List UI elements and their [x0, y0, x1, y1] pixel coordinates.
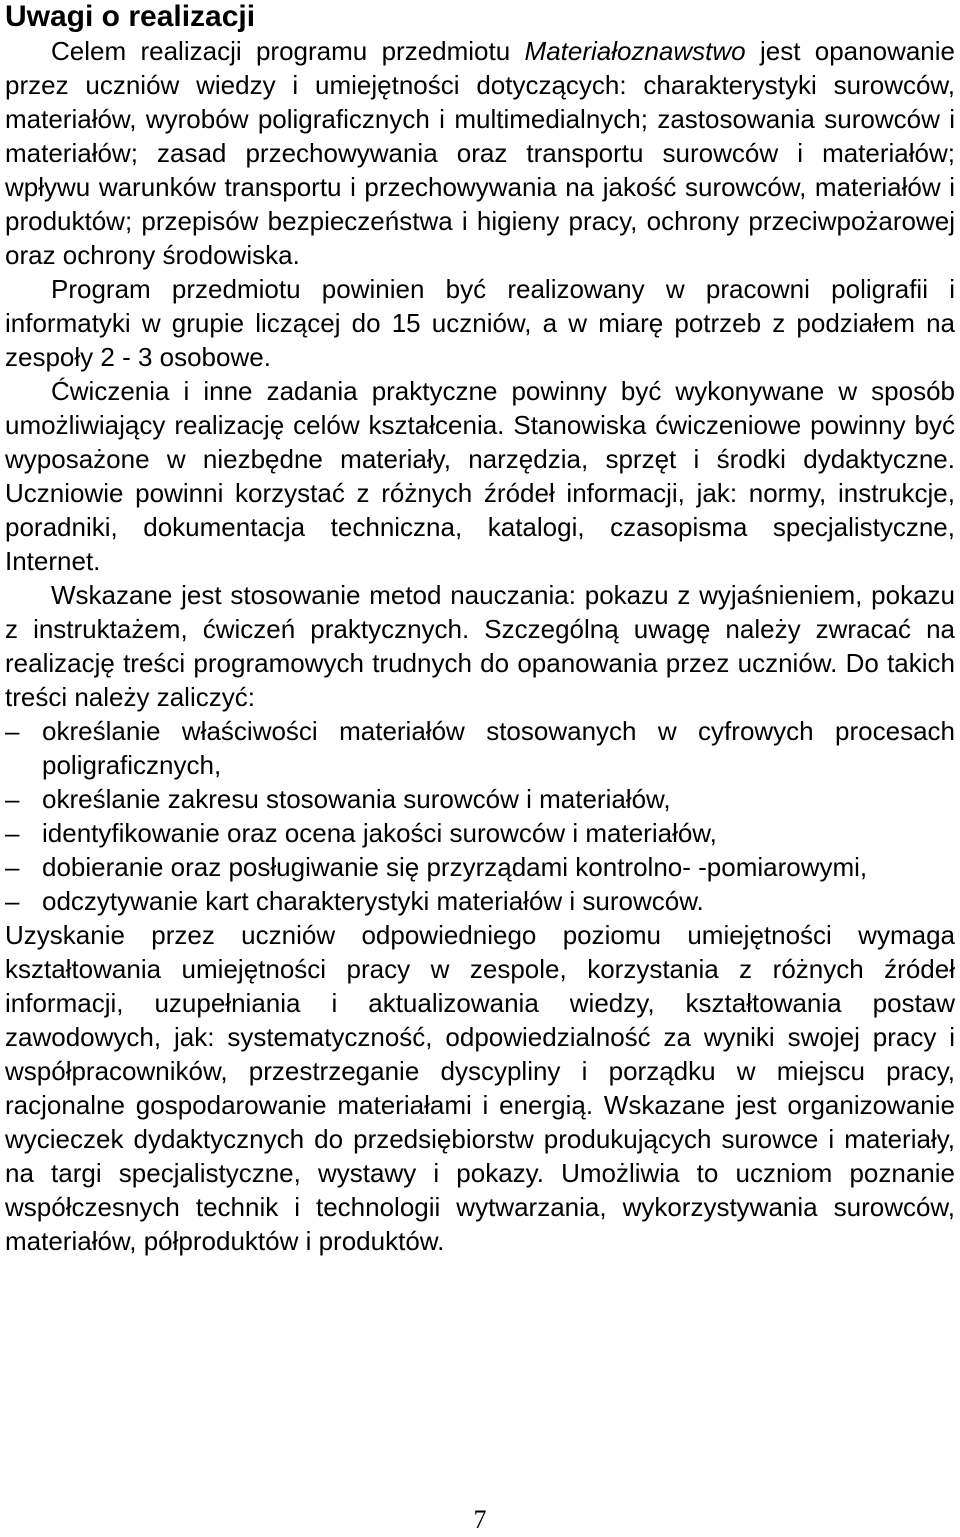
dash-bullet: – — [5, 818, 20, 848]
list-item — [5, 816, 955, 850]
list-item-text: identyfikowanie oraz ocena jakości surowców i materiałów, — [42, 818, 717, 848]
subject-name: Materiałoznawstwo — [524, 36, 746, 66]
dash-bullet: – — [5, 886, 20, 916]
page-number: 7 — [473, 1505, 487, 1534]
paragraph-methods: Wskazane jest stosowanie metod nauczania: pokazu z wyjaśnieniem, pokazu z instruktażem, ćwiczeń praktycznych. Szczególną uwagę należy zwracać na realizację treści programowych trudnych do opanowania przez uczniów. Do takich treści należy zaliczyć: — [5, 580, 955, 712]
paragraph-skills: Uzyskanie przez uczniów odpowiedniego poziomu umiejętności wymaga kształtowania umiejętności pracy w zespole, korzystania z różnych źródeł informacji, uzupełniania i aktualizowania wiedzy, kształtowania postaw zawodowych, jak: systematyczność, odpowiedzialność za wyniki swojej pracy i współpracowników, przestrzeganie dyscypliny i porządku w miejscu pracy, racjonalne gospodarowanie materiałami i energią. Wskazane jest organizowanie wycieczek dydaktycznych do przedsiębiorstw produkujących surowce i materiały, na targi specjalistyczne, wystawy i pokazy. Umożliwia to uczniom poznanie współczesnych technik i technologii wytwarzania, wykorzystywania surowców, materiałów, półproduktów i produktów. — [5, 920, 955, 1256]
paragraph-goals-intro: Celem realizacji programu przedmiotu — [51, 36, 525, 66]
dash-bullet: – — [5, 716, 20, 746]
list-item — [5, 850, 955, 884]
paragraph-organization: Program przedmiotu powinien być realizowany w pracowni poligrafii i informatyki w grupie liczącej do 15 uczniów, a w miarę potrzeb z podziałem na zespoły 2 - 3 osobowe. — [5, 274, 955, 372]
paragraph-goals — [5, 34, 955, 272]
document-page — [5, 0, 955, 1258]
difficult-topics-list — [5, 714, 955, 918]
list-item-text: określanie właściwości materiałów stosowanych w cyfrowych procesach poligraficznych, — [42, 716, 955, 780]
paragraph-exercises: Ćwiczenia i inne zadania praktyczne powinny być wykonywane w sposób umożliwiający realizację celów kształcenia. Stanowiska ćwiczeniowe powinny być wyposażone w niezbędne materiały, narzędzia, sprzęt i środki dydaktyczne. Uczniowie powinni korzystać z różnych źródeł informacji, jak: normy, instrukcje, poradniki, dokumentacja techniczna, katalogi, czasopisma specjalistyczne, Internet. — [5, 376, 955, 576]
list-item — [5, 714, 955, 782]
paragraph-goals-body: jest opanowanie przez uczniów wiedzy i umiejętności dotyczących: charakterystyki surowców, materiałów, wyrobów poligraficznych i multimedialnych; zastosowania surowców i materiałów; zasad przechowywania oraz transportu surowców i materiałów; wpływu warunków transportu i przechowywania na jakość surowców, materiałów i produktów; przepisów bezpieczeństwa i higieny pracy, ochrony przeciwpożarowej oraz ochrony środowiska. — [5, 36, 955, 270]
dash-bullet: – — [5, 852, 20, 882]
section-title: Uwagi o realizacji — [5, 0, 256, 33]
list-item — [5, 884, 955, 918]
list-item-text: dobieranie oraz posługiwanie się przyrządami kontrolno- -pomiarowymi, — [42, 852, 868, 882]
dash-bullet: – — [5, 784, 20, 814]
list-item-text: odczytywanie kart charakterystyki materiałów i surowców. — [42, 886, 704, 916]
list-item — [5, 782, 955, 816]
list-item-text: określanie zakresu stosowania surowców i materiałów, — [42, 784, 671, 814]
